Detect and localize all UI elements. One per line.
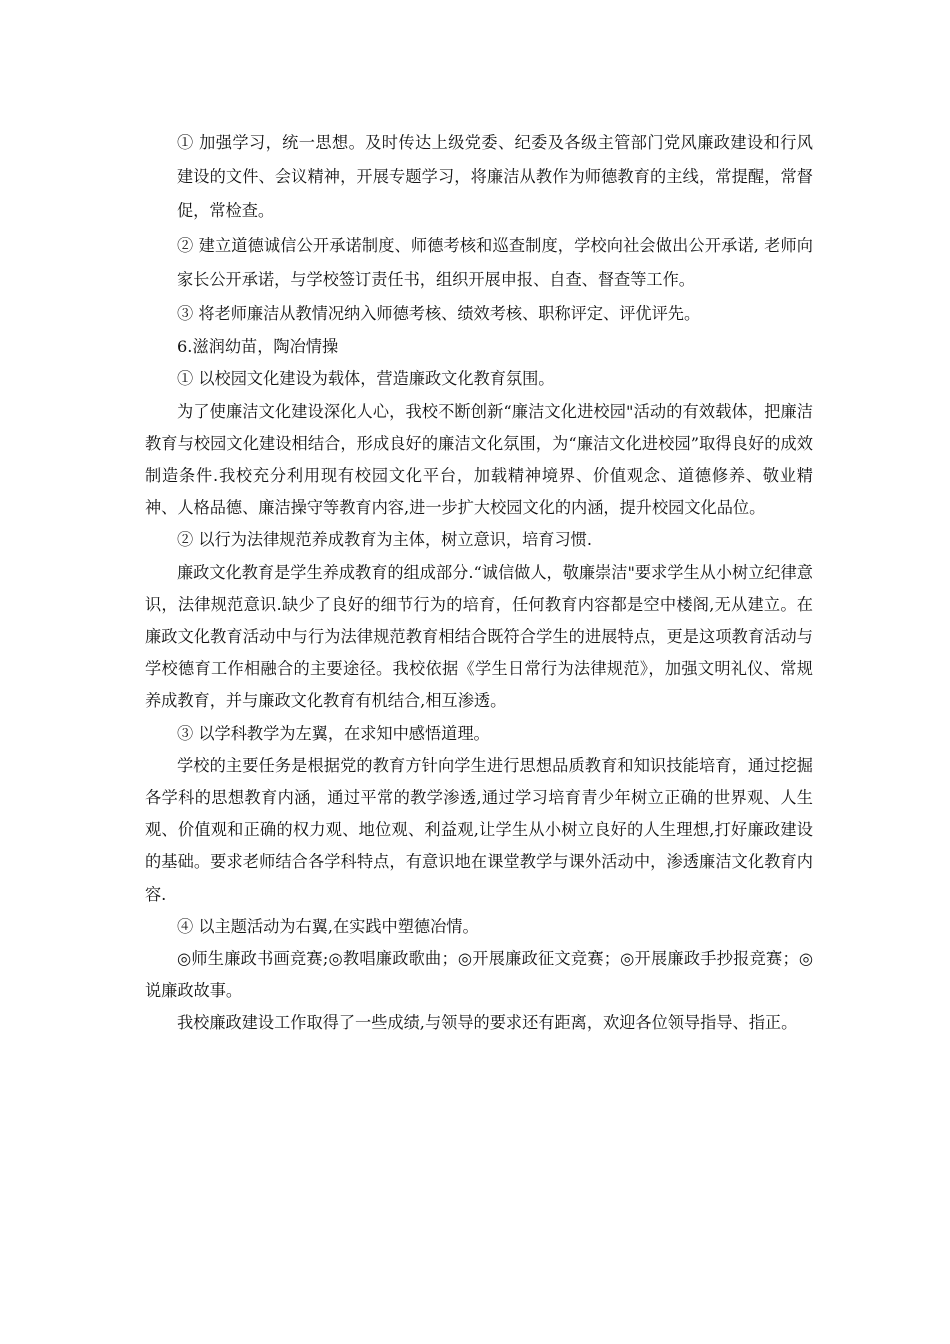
paragraph-subject-teaching-heading: ③ 以学科教学为左翼，在求知中感悟道理。 [177,723,490,743]
section-heading: 6.滋润幼苗，陶冶情操 [177,337,339,357]
document-page [145,126,813,1040]
paragraph-subject-teaching-body: 学校的主要任务是根据党的教育方针向学生进行思想品质教育和知识技能培育，通过挖掘各学科的思想教育内涵，通过平常的教学渗透,通过学习培育青少年树立正确的世界观、人生观、价值观和正确的权力观、地位观、利益观,让学生从小树立良好的人生理想,打好廉政建设的基础。要求老师结合各学科特点，有意识地在课堂教学与课外活动中，渗透廉洁文化教育内容. [145,755,813,904]
paragraph-theme-activity-heading: ④ 以主题活动为右翼,在实践中塑德冶情。 [177,916,479,936]
paragraph-assessment: ③ 将老师廉洁从教情况纳入师德考核、绩效考核、职称评定、评优评先。 [177,304,701,324]
paragraph-behavior-body: 廉政文化教育是学生养成教育的组成部分.“诚信做人，敬廉崇洁"要求学生从小树立纪律意识，法律规范意识.缺少了良好的细节行为的培育，任何教育内容都是空中楼阁,无从建立。在廉政文化教育活动中与行为法律规范教育相结合既符合学生的进展特点，更是这项教育活动与学校德育工作相融合的主要途径。我校依据《学生日常行为法律规范》，加强文明礼仪、常规养成教育，并与廉政文化教育有机结合,相互渗透。 [145,562,813,711]
paragraph-learning: ① 加强学习，统一思想。及时传达上级党委、纪委及各级主管部门党风廉政建设和行风建设的文件、会议精神，开展专题学习，将廉洁从教作为师德教育的主线，常提醒，常督促，常检查。 [177,133,813,221]
paragraph-commitment-system: ② 建立道德诚信公开承诺制度、师德考核和巡查制度，学校向社会做出公开承诺, 老师向家长公开承诺，与学校签订责任书，组织开展申报、自查、督查等工作。 [177,235,813,289]
paragraph-campus-culture-body: 为了使廉洁文化建设深化人心，我校不断创新“廉洁文化进校园"活动的有效载体，把廉洁教育与校园文化建设相结合，形成良好的廉洁文化氛围，为“廉洁文化进校园”取得良好的成效制造条件.我校充分利用现有校园文化平台，加载精神境界、价值观念、道德修养、敬业精神、人格品德、廉洁操守等教育内容,进一步扩大校园文化的内涵，提升校园文化品位。 [145,401,813,518]
paragraph-closing: 我校廉政建设工作取得了一些成绩,与领导的要求还有距离，欢迎各位领导指导、指正。 [177,1013,798,1033]
paragraph-behavior-heading: ② 以行为法律规范养成教育为主体，树立意识，培育习惯. [177,530,592,550]
paragraph-campus-culture-heading: ① 以校园文化建设为载体，营造廉政文化教育氛围。 [177,369,555,389]
paragraph-activity-list: ◎师生廉政书画竞赛;◎教唱廉政歌曲；◎开展廉政征文竞赛；◎开展廉政手抄报竞赛；◎说廉政故事。 [145,949,813,1001]
